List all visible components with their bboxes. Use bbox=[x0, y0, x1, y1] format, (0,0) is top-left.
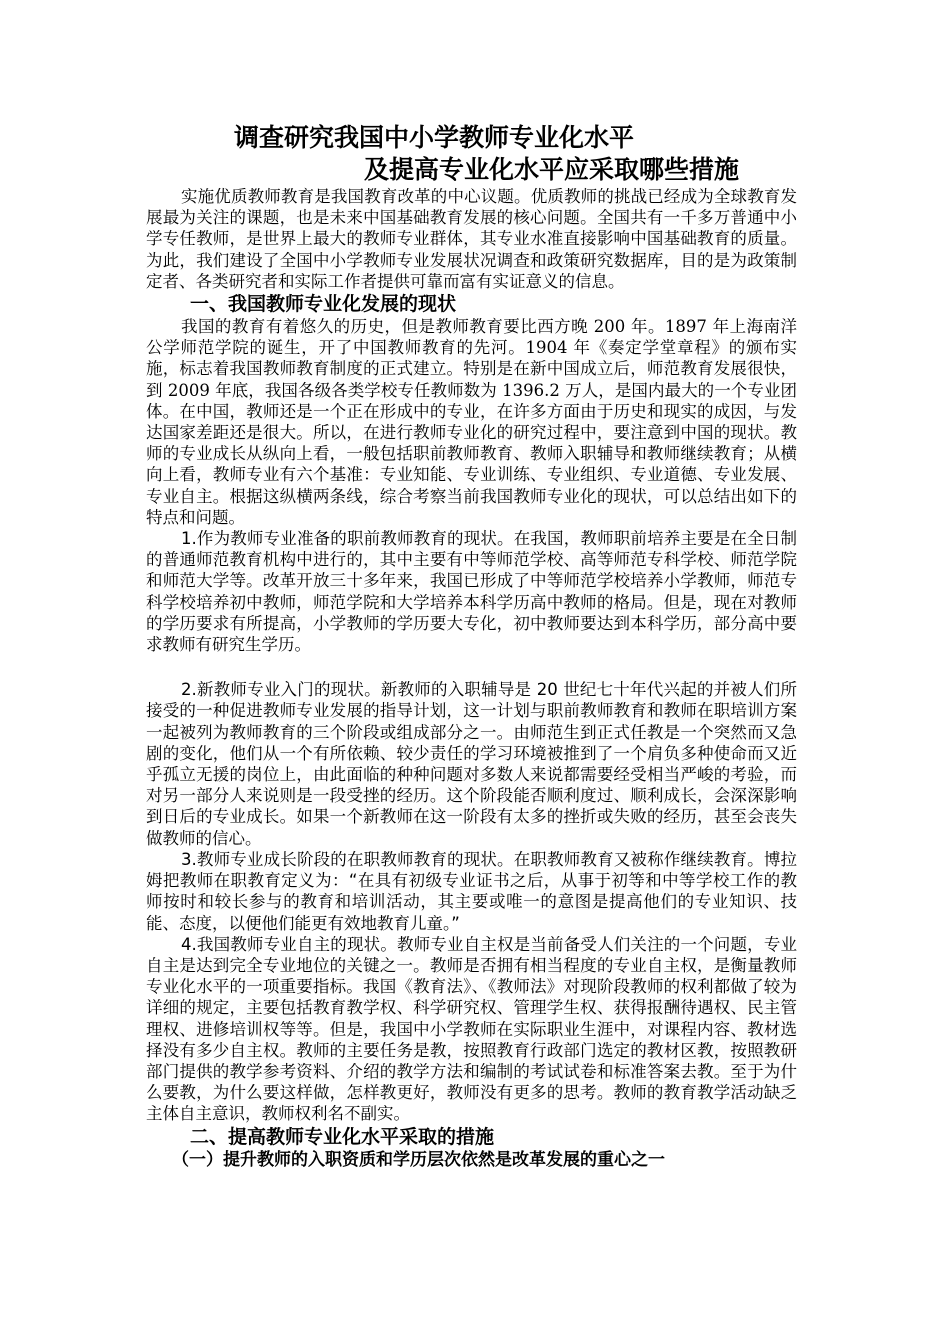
point-2-paragraph: 2.新教师专业入门的现状。新教师的入职辅导是 20 世纪七十年代兴起的并被人们所接受的一种促进教师专业发展的指导计划，这一计划与职前教师教育和教师在职培训方案一起被列为教师教育的三个阶段或组成部分之一。由师范生到正式任教是一个突然而又急剧的变化，他们从一个有所依赖、较少责任的学习环境被推到了一个肩负多种使命而又近乎孤立无援的岗位上，由此面临的种种问题对多数人来说都需要经受相当严峻的考验，而对另一部分人来说则是一段受挫的经历。这个阶段能否顺利度过、顺利成长，会深深影响到日后的专业成长。如果一个新教师在这一阶段有太多的挫折或失败的经历，甚至会丧失做教师的信心。 bbox=[146, 680, 797, 848]
point-4-paragraph: 4.我国教师专业自主的现状。教师专业自主权是当前备受人们关注的一个问题，专业自主是达到完全专业地位的关键之一。教师是否拥有相当程度的专业自主权，是衡量教师专业化水平的一项重要指标。我国《教育法》、《教师法》对现阶段教师的权利都做了较为详细的规定，主要包括教育教学权、科学研究权、管理学生权、获得报酬待遇权、民主管理权、进修培训权等等。但是，我国中小学教师在实际职业生涯中，对课程内容、教材选择没有多少自主权。教师的主要任务是教，按照教育行政部门选定的教材区教，按照教研部门提供的教学参考资料、介绍的教学方法和编制的考试试卷和标准答案去教。至于为什么要教，为什么要这样做，怎样教更好，教师没有更多的思考。教师的教育教学活动缺乏主体自主意识，教师权利名不副实。 bbox=[146, 934, 797, 1124]
section-2-subheading-1: （一）提升教师的入职资质和学历层次依然是改革发展的重心之一 bbox=[172, 1149, 665, 1170]
section-1-heading: 一、我国教师专业化发展的现状 bbox=[190, 293, 457, 316]
section-2-heading: 二、提高教师专业化水平采取的措施 bbox=[190, 1125, 495, 1148]
document-title-line-1: 调查研究我国中小学教师专业化水平 bbox=[234, 123, 635, 152]
section-1-paragraph: 我国的教育有着悠久的历史，但是教师教育要比西方晚 200 年。1897 年上海南洋公学师范学院的诞生，开了中国教师教育的先河。1904 年《奏定学堂章程》的颁布实施，标志着我国教师教育制度的正式建立。特别是在新中国成立后，师范教育发展很快，到 2009 年底，我国各级各类学校专任教师数为 1396.2 万人，是国内最大的一个专业团体。在中国，教师还是一个正在形成中的专业，在许多方面由于历史和现实的成因，与发达国家差距还是很大。所以，在进行教师专业化的研究过程中，要注意到中国的现状。教师的专业成长从纵向上看，一般包括职前教师教育、教师入职辅导和教师继续教育；从横向上看，教师专业有六个基准：专业知能、专业训练、专业组织、专业道德、专业发展、专业自主。根据这纵横两条线，综合考察当前我国教师专业化的现状，可以总结出如下的特点和问题。 bbox=[146, 317, 797, 527]
document-title-line-2: 及提高专业化水平应采取哪些措施 bbox=[364, 155, 740, 184]
point-3-paragraph: 3.教师专业成长阶段的在职教师教育的现状。在职教师教育又被称作继续教育。博拉姆把教师在职教育定义为：“在具有初级专业证书之后，从事于初等和中等学校工作的教师按时和较长参与的教育和培训活动，其主要或唯一的意图是提高他们的专业知识、技能、态度，以便他们能更有效地教育儿童。” bbox=[146, 849, 797, 933]
intro-paragraph: 实施优质教师教育是我国教育改革的中心议题。优质教师的挑战已经成为全球教育发展最为关注的课题，也是未来中国基础教育发展的核心问题。全国共有一千多万普通中小学专任教师，是世界上最大的教师专业群体，其专业水准直接影响中国基础教育的质量。为此，我们建设了全国中小学教师专业发展状况调查和政策研究数据库，目的是为政策制定者、各类研究者和实际工作者提供可靠而富有实证意义的信息。 bbox=[146, 187, 797, 291]
point-1-paragraph: 1.作为教师专业准备的职前教师教育的现状。在我国，教师职前培养主要是在全日制的普通师范教育机构中进行的，其中主要有中等师范学校、高等师范专科学校、师范学院和师范大学等。改革开放三十多年来，我国已形成了中等师范学校培养小学教师，师范专科学校培养初中教师，师范学院和大学培养本科学历高中教师的格局。但是，现在对教师的学历要求有所提高，小学教师的学历要大专化，初中教师要达到本科学历，部分高中要求教师有研究生学历。 bbox=[146, 529, 797, 655]
document-page bbox=[146, 118, 797, 1171]
